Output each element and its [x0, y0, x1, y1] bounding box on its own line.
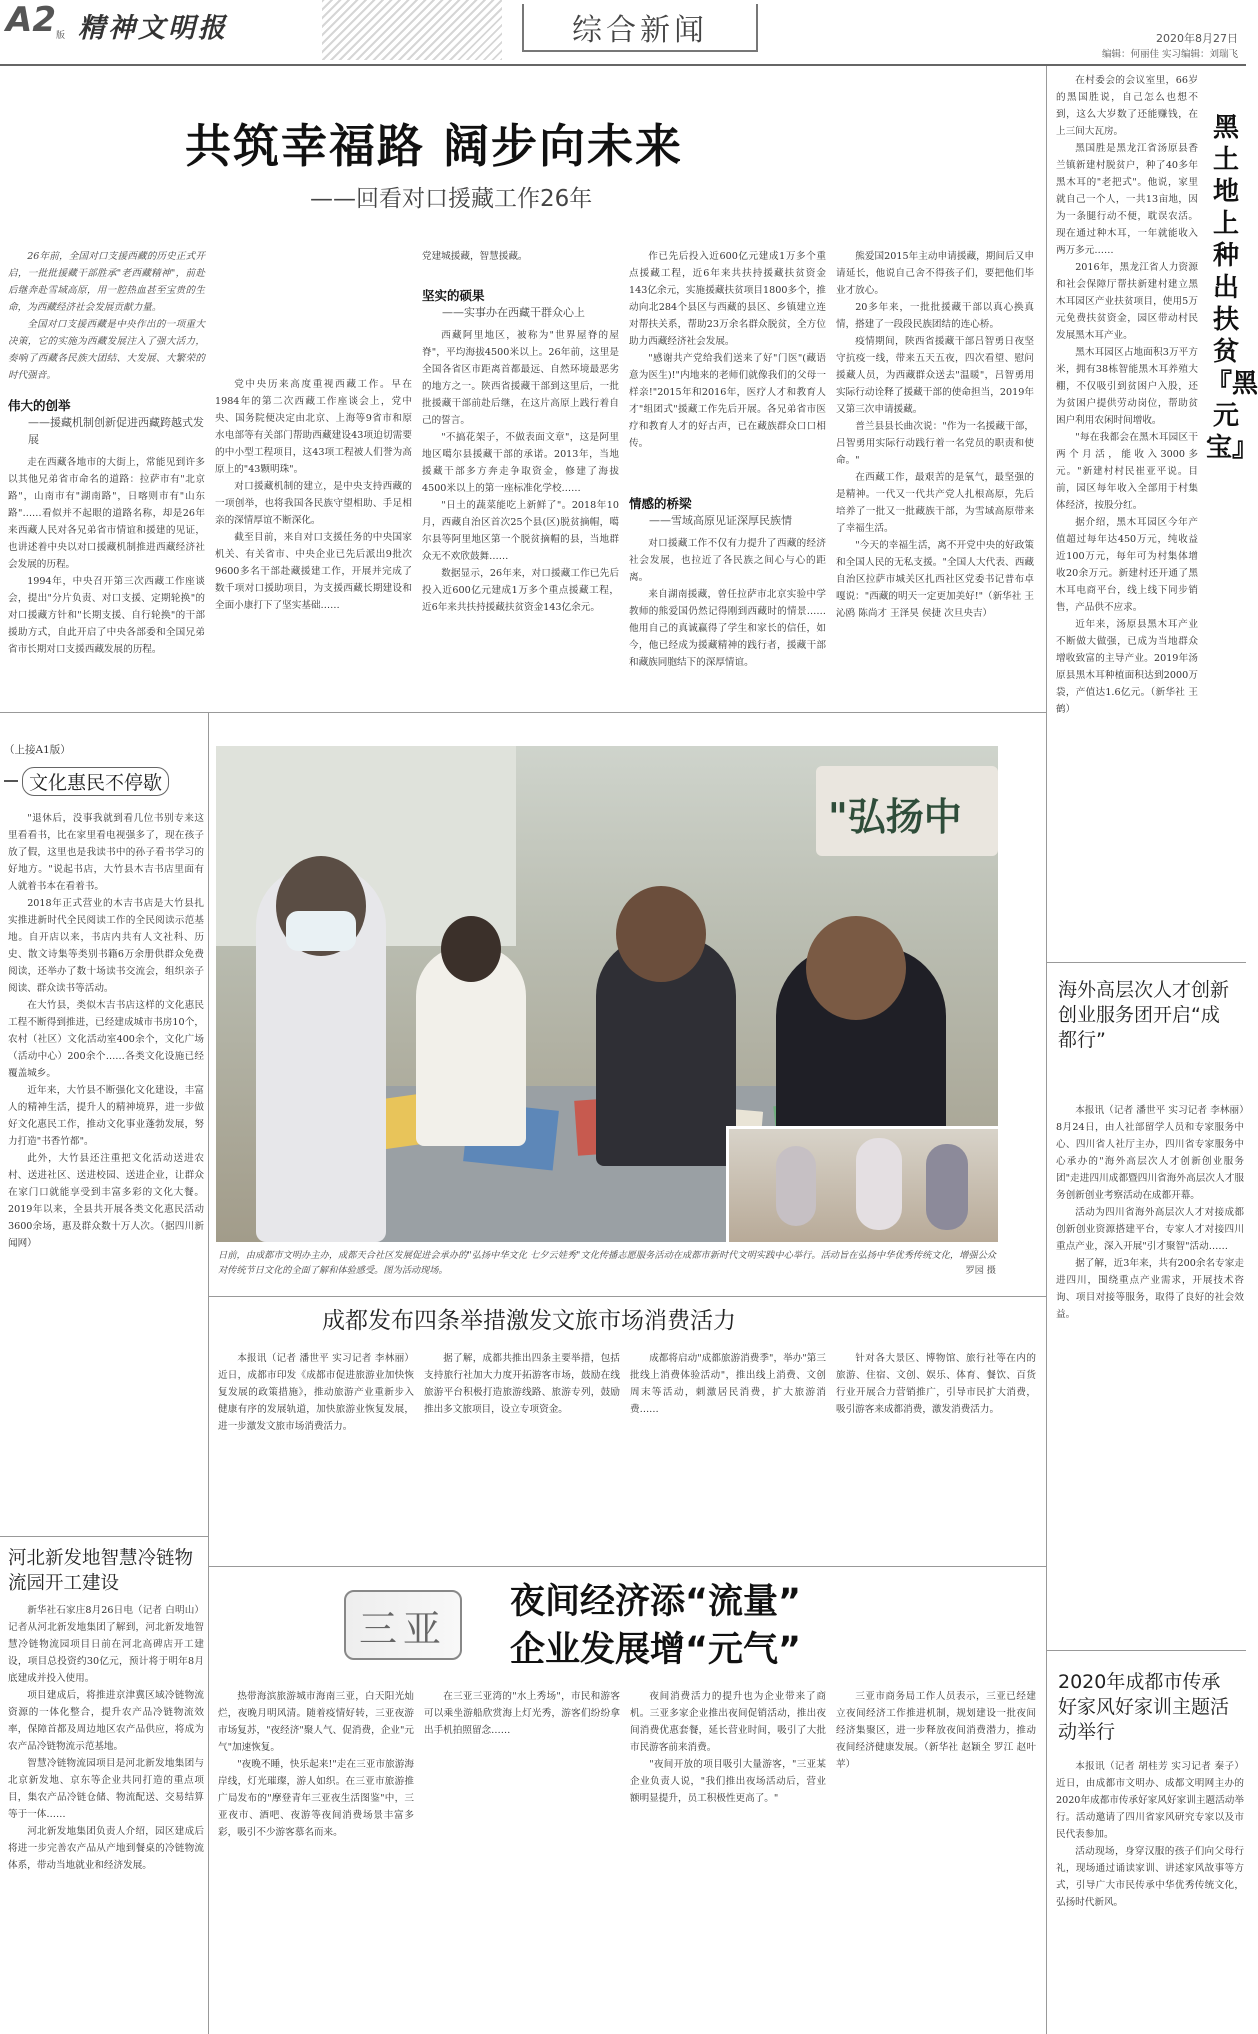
- sanya-headline-1: 夜间经济添“流量”: [510, 1582, 802, 1622]
- paragraph: 此外，大竹县还注重把文化活动送进农村、送进社区、送进校园、送进企业，让群众在家门口就能享受到丰富多彩的文化大餐。2019年以来，全县共开展各类文化惠民活动3600余场，惠及群众数十万人次。（据四川新闻网）: [8, 1153, 204, 1249]
- lead-column-4-body: [629, 248, 826, 484]
- paragraph: 据介绍，黑木耳园区今年产值超过每年达450万元，纯收益近100万元，每年可为村集体增收20余万元。新建村还开通了黑木耳电商平台，线上线下同步销售，产品供不应求。: [1056, 517, 1198, 613]
- wh-body: [8, 810, 204, 1528]
- paragraph: 在西藏工作，最艰苦的是氧气，最坚强的是精神。一代又一代共产党人扎根高原，先后培养了一批又一批藏族干部，为雪域高原带来了幸福生活。: [836, 472, 1034, 534]
- paragraph: 在村委会的会议室里，66岁的黑国胜说，自己怎么也想不到，这么大岁数了还能赚钱，在上三间大瓦房。: [1056, 75, 1198, 137]
- section-1-title: 伟大的创举: [8, 398, 71, 413]
- section-3-title: 情感的桥梁: [629, 496, 692, 511]
- photo-child-center-head: [616, 886, 706, 982]
- photo-mask: [286, 911, 356, 951]
- chengdu-headline: 成都发布四条举措激发文旅市场消费活力: [322, 1308, 736, 1334]
- paragraph: "退休后，没事我就到看几位书别专来这里看看书，比在家里看电视强多了，现在孩子放了假，这里也是我读书中的孙子看书学习的好地方。"说起书店，大竹县木吉书店里面有人就着书本在看着书。: [8, 813, 204, 892]
- paragraph: 2018年正式营业的木吉书店是大竹县扎实推进新时代全民阅读工作的全民阅读示范基地。自开店以来，书店内共有人文社科、历史、散文诗集等类别书籍6万余册供群众免费阅读，还举办了数十场读书交流会，组织亲子阅读、群众读书等活动。: [8, 898, 204, 994]
- paragraph: 走在西藏各地市的大街上，常能见到许多以其他兄弟省市命名的道路：拉萨市有"北京路"，山南市有"湖南路"，日喀则市有"山东路"……看似并不起眼的道路名称，却是26年来西藏人民对各兄弟省市情谊和援建的见证，也讲述着中央以对口援藏机制推进西藏经济社会发展的历程。: [8, 457, 205, 570]
- photo-girl-head: [441, 916, 501, 982]
- paragraph: "日土的蔬菜能吃上新鲜了"。2018年10月，西藏自治区首次25个县(区)脱贫摘帽，噶尔县等阿里地区第一个脱贫摘帽的县，当地群众无不欢欣鼓舞……: [422, 500, 619, 562]
- paragraph: 本报讯（记者 潘世平 实习记者 李林丽）8月24日，由人社部留学人员和专家服务中心、四川省人社厅主办，四川省专家服务中心承办的"海外高层次人才创新创业服务团"走进四川成都暨四川省海外高层次人才服务创新创业考察活动在成都开幕。: [1056, 1105, 1244, 1201]
- lead-intro-paragraph: 26年前，全国对口支援西藏的历史正式开启，一批批援藏干部胜承"老西藏精神"，前赴后继奔赴雪域高原，用一腔热血甚至宝贵的生命，为西藏经济社会发展贡献力量。: [8, 251, 205, 313]
- photo-inset-person: [856, 1138, 902, 1230]
- paragraph: 本报讯（记者 潘世平 实习记者 李林丽）近日，成都市印发《成都市促进旅游业加快恢复发展的政策措施》，推动旅游产业重新步入健康有序的发展轨道，加快旅游业恢复发展，进一步激发文旅市场消费活力。: [218, 1353, 414, 1432]
- paragraph: "夜间开放的项目吸引大量游客，"三亚某企业负责人说，"我们推出夜场活动后，营业额明显提升，员工积极性更高了。": [630, 1759, 826, 1804]
- paragraph: 数据显示，26年来，对口援藏工作已先后投入近600亿元建成1万多个重点援藏工程，近6年来共扶持援藏扶贫资金143亿余元。: [422, 568, 619, 613]
- left-rule: [0, 1536, 208, 1537]
- paragraph: 据了解，近3年来，共有200余名专家走进四川，围绕重点产业需求，开展技术咨询、项目对接等服务，取得了良好的社会效益。: [1056, 1258, 1244, 1320]
- lead-column-1-body: [8, 454, 205, 748]
- paragraph: "感谢共产党给我们送来了好"门医"(藏语意为医生)!"内地来的老师们就像我们的父母一样亲!"2015年和2016年，医疗人才和教育人才"组团式"援藏工作先后开展。各兄弟省市医疗和教育人才的好古声，已在藏族群众口口相传。: [629, 353, 826, 449]
- lead-intro-continued: [215, 248, 412, 368]
- lead-subheadline: ——回看对口援藏工作26年: [310, 186, 593, 212]
- sanya-tag: 三亚: [358, 1606, 447, 1651]
- paragraph: 智慧冷链物流园项目是河北新发地集团与北京新发地、京东等企业共同打造的重点项目，集农产品冷链仓储、物流配送、交易结算等于一体……: [8, 1758, 204, 1820]
- lead-intro: [8, 248, 205, 384]
- sanya-headline-2: 企业发展增“元气”: [510, 1630, 802, 1670]
- paragraph: 项目建成后，将推进京津冀区域冷链物流资源的一体化整合，提升农产品冷链物流效率，保障首都及周边地区农产品供应，将成为农产品冷链物流示范基地。: [8, 1690, 204, 1752]
- heitu-article-body: [1056, 72, 1198, 948]
- paragraph: 在三亚三亚湾的"水上秀场"，市民和游客可以乘坐游船欣赏海上灯光秀，游客们纷纷拿出手机拍照留念……: [424, 1691, 620, 1736]
- paragraph: 黑木耳园区占地面积3万平方米，拥有38栋智能黑木耳养殖大棚，不仅吸引到贫困户入股，还为贫困户提供劳动岗位，帮助贫困户利用农闲时间增收。: [1056, 347, 1198, 426]
- photo-inset-person: [776, 1146, 816, 1226]
- paragraph: 普兰县县长曲次说："作为一名援藏干部，吕智勇用实际行动践行着一名党员的职责和使命。": [836, 421, 1034, 466]
- news-photo: [216, 746, 998, 1242]
- paragraph: 三亚市商务局工作人员表示，三亚已经建立夜间经济工作推进机制，规划建设一批夜间经济集聚区，进一步释放夜间消费潜力，推动夜间经济健康发展。（新华社 赵颖全 罗江 赵叶苹）: [836, 1691, 1036, 1770]
- sanya-col-1: [218, 1688, 414, 2028]
- masthead-decoration: [322, 0, 502, 60]
- left-column-rule: [208, 712, 209, 2034]
- photo-caption-text: 日前，由成都市文明办主办，成都天合社区发展促进会承办的"弘扬中华文化 七夕云娃秀"文化传播志愿服务活动在成都市新时代文明实践中心举行。活动旨在弘扬中华优秀传统文化，增强公众对传统节日文化的全面了解和体验感受。图为活动现场。: [218, 1250, 996, 1276]
- chengdu-col-1: [218, 1350, 414, 1558]
- masthead-rule: [0, 64, 1246, 66]
- photo-child-right-head: [806, 916, 906, 1020]
- lead-column-1: [8, 248, 205, 748]
- sanya-col-2: [424, 1688, 620, 2028]
- paragraph: 对口援藏工作不仅有力提升了西藏的经济社会发展，也拉近了各民族之间心与心的距离。: [629, 538, 826, 583]
- lead-section-heading: [629, 494, 826, 529]
- jiaxun-body: [1056, 1758, 1244, 2028]
- right-rule-2: [1046, 1650, 1246, 1651]
- lead-bottom-rule: [0, 712, 1046, 713]
- paragraph: 近年来，大竹县不断强化文化建设，丰富人的精神生活，提升人的精神境界，进一步做好文化惠民工作，推动文化事业蓬勃发展，努力打造"书香竹都"。: [8, 1085, 204, 1147]
- wh-headline: 文化惠民不停歇: [22, 767, 169, 796]
- paragraph: 对口援藏机制的建立，是中央支持西藏的一项创举，也将我国各民族守望相助、手足相亲的深情厚谊不断深化。: [215, 481, 412, 526]
- paragraph: 据了解，成都共推出四条主要举措，包括支持旅行社加大力度开拓游客市场，鼓励在线旅游平台积极打造旅游线路、旅游专列，鼓励推出多文旅项目，设立专项资金。: [424, 1353, 620, 1415]
- paragraph: "每在我都会在黑木耳园区干两个月活，能收入3000多元。"新建村村民崔亚平说。目前，园区每年收入全部用于村集体经济，按股分红。: [1056, 432, 1198, 511]
- lead-column-4: [629, 248, 826, 703]
- lead-column-5: [836, 248, 1034, 694]
- section-1-subtitle: ——援藏机制创新促进西藏跨越式发展: [28, 416, 204, 446]
- paragraph: 河北新发地集团负责人介绍，园区建成后将进一步完善农产品从产地到餐桌的冷链物流体系，带动当地就业和经济发展。: [8, 1826, 204, 1871]
- paragraph: "夜晚不睡，快乐起来!"走在三亚市旅游海岸线，灯光璀璨，游人如织。在三亚市旅游推广局发布的"摩登青年三亚夜生活图鉴"中，三亚夜市、酒吧、夜游等夜间消费场景丰富多彩，吸引不少游客慕名而来。: [218, 1759, 414, 1838]
- paragraph: 疫情期间，陕西省援藏干部吕智勇日夜坚守抗疫一线，带来五天五夜，四次看望、慰问援藏人员，为西藏群众送去"温暖"，吕智勇用实际行动诠释了援藏干部的使命担当，2019年又第三次申请援藏。: [836, 336, 1034, 415]
- heitu-vertical-headline: 黑土地上种出扶贫『黑元宝』: [1206, 113, 1258, 463]
- paragraph: 近年来，汤原县黑木耳产业不断做大做强，已成为当地群众增收致富的主导产业。2019年汤原县黑木耳种植面积达到2000万袋，产值达1.6亿元。（新华社 王鹤）: [1056, 619, 1198, 715]
- paragraph: 夜间消费活力的提升也为企业带来了商机。三亚多家企业推出夜间促销活动，推出夜间消费优惠套餐，延长营业时间，吸引了大批市民游客前来消费。: [630, 1691, 826, 1753]
- paragraph: 1994年，中央召开第三次西藏工作座谈会，提出"分片负责、对口支援、定期轮换"的对口援藏方针和"长期支援、自行轮换"的干部援助方式，自此开启了中央各部委和全国兄弟省市长期对口支援西藏发展的历程。: [8, 576, 205, 655]
- page-number: A2: [6, 0, 56, 40]
- lead-section-heading: [8, 396, 205, 448]
- paragraph: 党建城援藏，智慧援藏。: [422, 251, 528, 262]
- paragraph: 20多年来，一批批援藏干部以真心换真情，搭建了一段段民族团结的连心桥。: [836, 302, 1034, 330]
- paragraph: 在大竹县，类似木吉书店这样的文化惠民工程不断得到推进，已经建成城市书房10个，农村（社区）文化活动室400余个，文化广场（活动中心）200余个……各类文化设施已经覆盖城乡。: [8, 1000, 204, 1079]
- right-column-rule: [1046, 66, 1047, 2034]
- paragraph: "今天的幸福生活，离不开党中央的好政策和全国人民的无私支援。"全国人大代表、西藏自治区拉萨市城关区扎西社区党委书记普布卓嘎说："西藏的明天一定更加美好!"（新华社 王沁鸥 陈尚才 王泽昊 侯捷 次旦央吉）: [836, 540, 1035, 619]
- section-title: 综合新闻: [522, 4, 758, 52]
- paragraph: 西藏阿里地区，被称为"世界屋脊的屋脊"，平均海拔4500米以上。26年前，这里是全国各省区市距离首都最远、自然环境最恶劣的地方之一。陕西省援藏干部到这里后，一批批援藏干部前赴后继，在这片高原上践行着自己的誓言。: [422, 330, 619, 426]
- lead-column-3: [422, 248, 619, 665]
- photo-inset-person: [926, 1144, 968, 1230]
- paragraph: 熊爱国2015年主动申请援藏，期间后又申请延长，他说自己舍不得孩子们，要把他们毕业才放心。: [836, 251, 1034, 296]
- paragraph: 党中央历来高度重视西藏工作。早在1984年的第二次西藏工作座谈会上，党中央、国务院便决定由北京、上海等9省市和原水电部等有关部门帮助西藏建设43项迫切需要的中小型工程项目，这43项工程被人们誉为高原上的"43颗明珠"。: [215, 379, 412, 475]
- paragraph: 针对各大景区、博物馆、旅行社等在内的旅游、住宿、文创、娱乐、体育、餐饮、百货行业开展合力营销推广，引导市民扩大消费，吸引游客来成都消费，激发消费活力。: [836, 1353, 1036, 1415]
- chengdu-col-4: [836, 1350, 1036, 1558]
- lead-column-3-body: [422, 327, 619, 665]
- lead-column-2-body: [215, 376, 412, 692]
- section-2-title: 坚实的硕果: [422, 288, 485, 303]
- chengdu-col-3: [630, 1350, 826, 1558]
- paragraph: 成都将启动"成都旅游消费季"，举办"第三批线上消费体验活动"，推出线上消费、文创周末等活动，刺激居民消费，扩大旅游消费……: [630, 1353, 826, 1415]
- paragraph: 截至目前，来自对口支援任务的中央国家机关、有关省市、中央企业已先后派出9批次9600多名干部赴藏援建工作，开展并完成了数千项对口援助项目，为支援西藏长期建设和全面小康打下了坚实基础……: [215, 532, 412, 611]
- lead-column-2: [215, 248, 412, 368]
- haiwai-body: [1056, 1102, 1244, 1640]
- paragraph: 热带海滨旅游城市海南三亚，白天阳光灿烂，夜晚月明风清。随着疫情好转，三亚夜游市场复苏，"夜经济"聚人气、促消费，企业"元气"加速恢复。: [218, 1691, 414, 1753]
- paragraph: 新华社石家庄8月26日电（记者 白明山）记者从河北新发地集团了解到，河北新发地智慧冷链物流园项目日前在河北高碑店开工建设，项目总投资约30亿元，预计将于明年8月底建成并投入使用。: [8, 1605, 204, 1684]
- paragraph: 2016年，黑龙江省人力资源和社会保障厅帮扶新建村建立黑木耳园区产业扶贫项目，使用5万元免费扶贫资金，园区带动村民发展黑木耳产业。: [1056, 262, 1198, 341]
- section-2-subtitle: ——实事办在西藏干群众心上: [442, 306, 585, 319]
- hebei-headline: 河北新发地智慧冷链物流园开工建设: [8, 1548, 194, 1594]
- paragraph: 作已先后投入近600亿元建成1万多个重点援藏工程，近6年来共扶持援藏扶贫资金143亿余元，实施援藏扶贫项目1800多个，推动向北284个县区与西藏的县区、乡镇建立连对帮扶关系，帮助23万余名群众脱贫，全方位助力西藏经济社会发展。: [629, 251, 826, 347]
- paragraph: 活动为四川省海外高层次人才对接成都创新创业资源搭建平台，专家人才对接四川重点产业，深入开展"引才聚智"活动……: [1056, 1207, 1244, 1252]
- lead-section-heading: [422, 286, 619, 321]
- section-3-subtitle: ——雪域高原见证深厚民族情: [649, 514, 792, 527]
- sanya-col-3: [630, 1688, 826, 2028]
- photo-credit: 罗园 摄: [965, 1265, 996, 1276]
- lead-headline: 共筑幸福路 阔步向未来: [185, 119, 684, 173]
- paragraph: 活动现场，身穿汉服的孩子们向父母行礼，现场通过诵读家训、讲述家风故事等方式，引导广大市民传承中华优秀传统文化，弘扬时代新风。: [1056, 1846, 1244, 1908]
- editor-credits: 编辑：何丽佳 实习编辑：刘瑞飞: [1101, 49, 1238, 60]
- paragraph: 本报讯（记者 胡桂芳 实习记者 秦子）近日，由成都市文明办、成都文明网主办的2020年成都市传承好家风好家训主题活动举行。活动邀请了四川省家风研究专家以及市民代表参加。: [1056, 1761, 1244, 1840]
- sanya-col-4: [836, 1688, 1036, 2028]
- paragraph: 来自湖南援藏，曾任拉萨市北京实验中学教师的熊爱国仍然记得刚到西藏时的情景……他用自己的真诚赢得了学生和家长的信任，如今，他已经成为援藏精神的践行者，援藏干部和藏族同胞结下的深厚情谊。: [629, 589, 826, 668]
- lead-column-4b-body: [629, 535, 826, 703]
- wh-headline-box: [4, 766, 204, 796]
- lead-column-3-top: [422, 248, 619, 268]
- jiaxun-headline: 2020年成都市传承好家风好家训主题活动举行: [1058, 1671, 1230, 1743]
- continued-note: （上接A1版）: [4, 744, 71, 756]
- photo-banner-text: "弘扬中: [828, 795, 962, 839]
- haiwai-headline: 海外高层次人才创新创业服务团开启“成都行”: [1058, 979, 1230, 1051]
- chengdu-bottom-rule: [208, 1566, 1046, 1567]
- page-number-suffix: 版: [56, 31, 66, 41]
- right-rule-1: [1046, 962, 1246, 963]
- hebei-body: [8, 1602, 204, 2028]
- newspaper-name: 精神文明报: [78, 13, 228, 44]
- chengdu-top-rule: [208, 1296, 1046, 1297]
- wh-headline-rule: [4, 780, 18, 782]
- issue-date: 2020年8月27日: [1156, 32, 1238, 45]
- lead-intro-paragraph: 全国对口支援西藏是中央作出的一项重大决策，它的实施为西藏发展注入了强大活力，奏响了西藏各民族大团结、大发展、大繁荣的时代强音。: [8, 319, 205, 381]
- chengdu-col-2: [424, 1350, 620, 1558]
- paragraph: 黑国胜是黑龙江省汤原县香兰镇新建村脱贫户，种了40多年黑木耳的"老把式"。他说，家里就自己一个人，一共13亩地，因为一条腿行动不便，耽误农活。现在通过种木耳，一年就能收入两万多元……: [1056, 143, 1198, 256]
- sanya-tag-box: [344, 1590, 462, 1660]
- photo-caption: [218, 1248, 996, 1278]
- paragraph: "不搞花架子，不做表面文章"，这是阿里地区噶尔县援藏干部的承诺。2013年，当地援藏干部多方奔走争取资金，修建了海拔4500米以上的第一座标准化学校……: [422, 432, 619, 494]
